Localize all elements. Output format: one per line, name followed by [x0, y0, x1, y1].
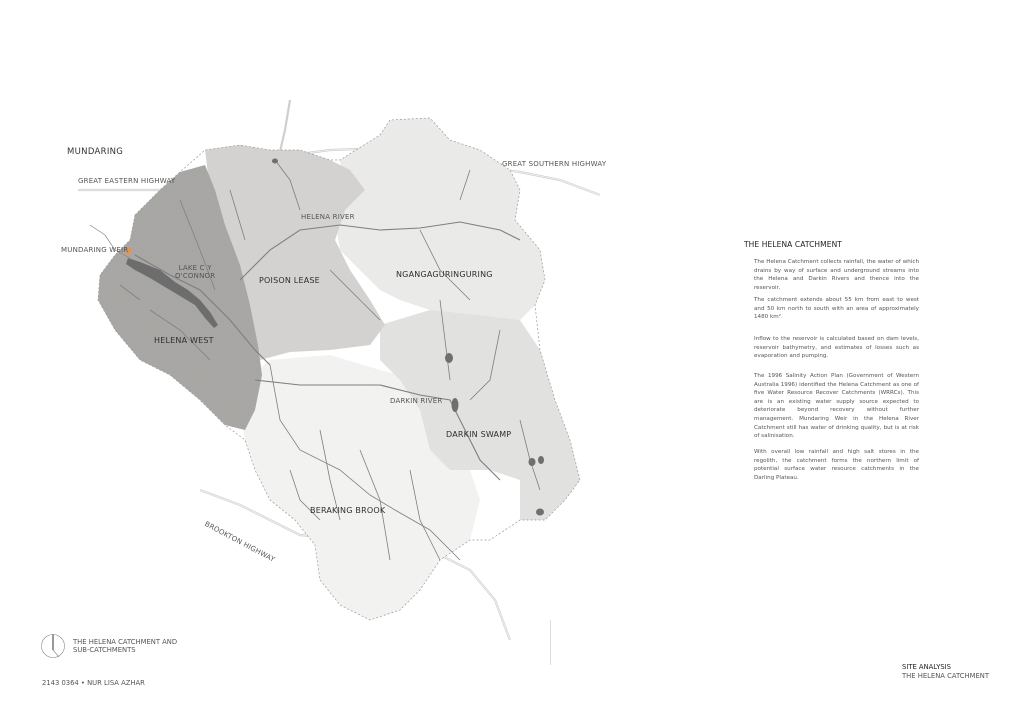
label-helena-west: HELENA WEST	[154, 336, 214, 345]
subcatchment-ngangaguringuring	[335, 118, 545, 320]
section-subtitle: THE HELENA CATCHMENT	[902, 671, 989, 680]
label-great-eastern-highway: GREAT EASTERN HIGHWAY	[78, 177, 176, 185]
map-caption-line1: THE HELENA CATCHMENT AND	[73, 638, 178, 646]
label-mundaring: MUNDARING	[67, 147, 124, 157]
label-helena-river: HELENA RIVER	[301, 213, 355, 221]
author-credit: 2143 0364 • NUR LISA AZHAR	[42, 679, 145, 687]
label-poison-lease: POISON LEASE	[259, 276, 320, 285]
label-lake-cy-oconnor	[175, 264, 215, 280]
label-great-southern-highway: GREAT SOUTHERN HIGHWAY	[502, 160, 607, 168]
section-title: SITE ANALYSIS	[902, 663, 951, 671]
label-ngangaguringuring: NGANGAGURINGURING	[396, 270, 493, 279]
label-lake-line1: LAKE C Y	[178, 264, 212, 272]
section-heading	[902, 663, 989, 680]
label-brookton-highway: BROOKTON HIGHWAY	[203, 520, 277, 564]
sidebar-title: THE HELENA CATCHMENT	[744, 240, 842, 249]
sidebar-paragraph-3: Inflow to the reservoir is calculated based on dam levels, reservoir bathymetry, and estimates of losses such as evaporation and pumping.	[754, 336, 919, 360]
map-caption-line2: SUB-CATCHMENTS	[73, 646, 136, 654]
sidebar-paragraph-1: The Helena Catchment collects rainfall, the water of which drains by way of surface and underground streams into the Helena and Darkin Rivers and thence into the reservoir.	[754, 259, 919, 291]
north-arrow-icon	[40, 633, 66, 659]
label-darkin-swamp: DARKIN SWAMP	[446, 430, 512, 439]
sidebar-paragraph-5: With overall low rainfall and high salt stores in the regolith, the catchment forms the northern limit of potential surface water resource catchments in the Darling Plateau.	[754, 449, 919, 481]
label-mundaring-weir: MUNDARING WEIR	[61, 246, 129, 254]
label-lake-line2: O'CONNOR	[175, 272, 216, 280]
map-caption	[73, 638, 203, 654]
label-darkin-river: DARKIN RIVER	[390, 397, 443, 405]
sidebar-paragraph-4: The 1996 Salinity Action Plan (Government of Western Australia 1996) identified the Helena Catchment as one of five Water Resource Recover Catchments (WRRCs). This are is an existing water supply source expected to deteriorate beyond recovery without further management. Mundaring Weir in the Helena River Catchment still has water of drinking quality, but is at risk of salinisation.	[754, 373, 919, 440]
sidebar-paragraph-2: The catchment extends about 55 km from east to west and 50 km north to south with an area of approximately 1480 km².	[754, 297, 919, 321]
divider	[550, 620, 551, 665]
label-beraking-brook: BERAKING BROOK	[310, 506, 386, 515]
